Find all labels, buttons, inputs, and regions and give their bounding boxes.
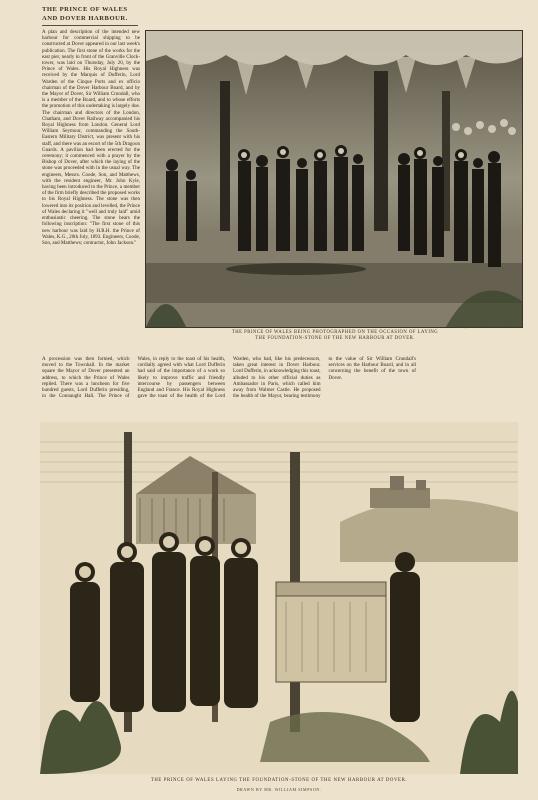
article-body-column: A plan and description of the intended new harbour for commercial shipping to be constructed at Dover appeared in our last week's publication. The first stone of the works for the east pier, nearly in front of the Granville Clock-tower, was laid on Thursday, July 20, by the Prince of Wales. His Royal Highness was received by the Marquis of Dufferin, Lord Warden of the Cinque Ports and ex officio chairman of the Dover Harbour Board, and by the Mayor of Dover, Sir William Crundall, who is a member of the Board, and to whose efforts the promotion of this undertaking is largely due. The chairman and directors of the London, Chatham, and Dover Railway accompanied his Royal Highness from London. General Lord William Seymour, commanding the South-Eastern Military District, was present with his staff, and there was an escort of the 5th Dragoon Guards. A pavilion had been erected for the ceremony; it commenced with a prayer by the Bishop of Dover, after which the laying of the stone was proceeded with in the usual way. The engineers, Messrs. Coode, Son, and Matthews, with the resident engineer, Mr. John Kyle, having been introduced to the Prince, a member of the firm briefly described the proposed works to his Royal Highness. The stone was then lowered into its position and levelled, the Prince of Wales declaring it "well and truly laid" amid enthusiastic cheering. The stone bears the following inscription: "The first stone of this new harbour was laid by H.R.H. the Prince of Wales, K.G., 20th July, 1893. Engineers, Coode, Son, and Matthews; contractor, John Jackson." bbox=[42, 29, 140, 246]
article-continuation: A procession was then formed, which moved to the Townhall. In the market square the Mayor of Dover presented an address, to which the Prince of Wales replied. There was a luncheon for five hundred guests, Lord Dufferin presiding, in the Connaught Hall. The Prince of Wales, in reply to the toast of his health, cordially agreed with what Lord Dufferin had said of the importance of a work so likely to improve traffic and friendly intercourse by passengers between England and France. His Royal Highness gave the toast of the health of the Lord Warden, who had, like his predecessors, taken great interest in Dover Harbour. Lord Dufferin, in acknowledging this toast, alluded to his other official duties as Ambassador in Paris, which called him away from Walmer Castle. He proposed the health of the Mayor, bearing testimony to the value of Sir William Crundall's services on the Harbour Board, and in all concerning the benefit of the town of Dover. bbox=[42, 356, 416, 400]
photo-caption: THE PRINCE OF WALES BEING PHOTOGRAPHED ON THE OCCASION OF LAYING THE FOUNDATION-STONE OF THE NEW HARBOUR AT DOVER. bbox=[231, 330, 439, 342]
engraving-illustration bbox=[40, 422, 518, 774]
article-title: THE PRINCE OF WALES AND DOVER HARBOUR. bbox=[42, 6, 128, 22]
title-rule bbox=[42, 25, 138, 26]
photo-credit: Photo by Lambert Weston and Son, Folkestone. bbox=[454, 325, 519, 329]
photograph-illustration bbox=[146, 31, 522, 327]
ceremony-photograph bbox=[145, 30, 523, 328]
ceremony-engraving bbox=[40, 422, 518, 774]
engraving-credit: DRAWN BY MR. WILLIAM SIMPSON. bbox=[236, 787, 322, 792]
engraving-caption: THE PRINCE OF WALES LAYING THE FOUNDATION-STONE OF THE NEW HARBOUR AT DOVER. bbox=[150, 778, 408, 783]
